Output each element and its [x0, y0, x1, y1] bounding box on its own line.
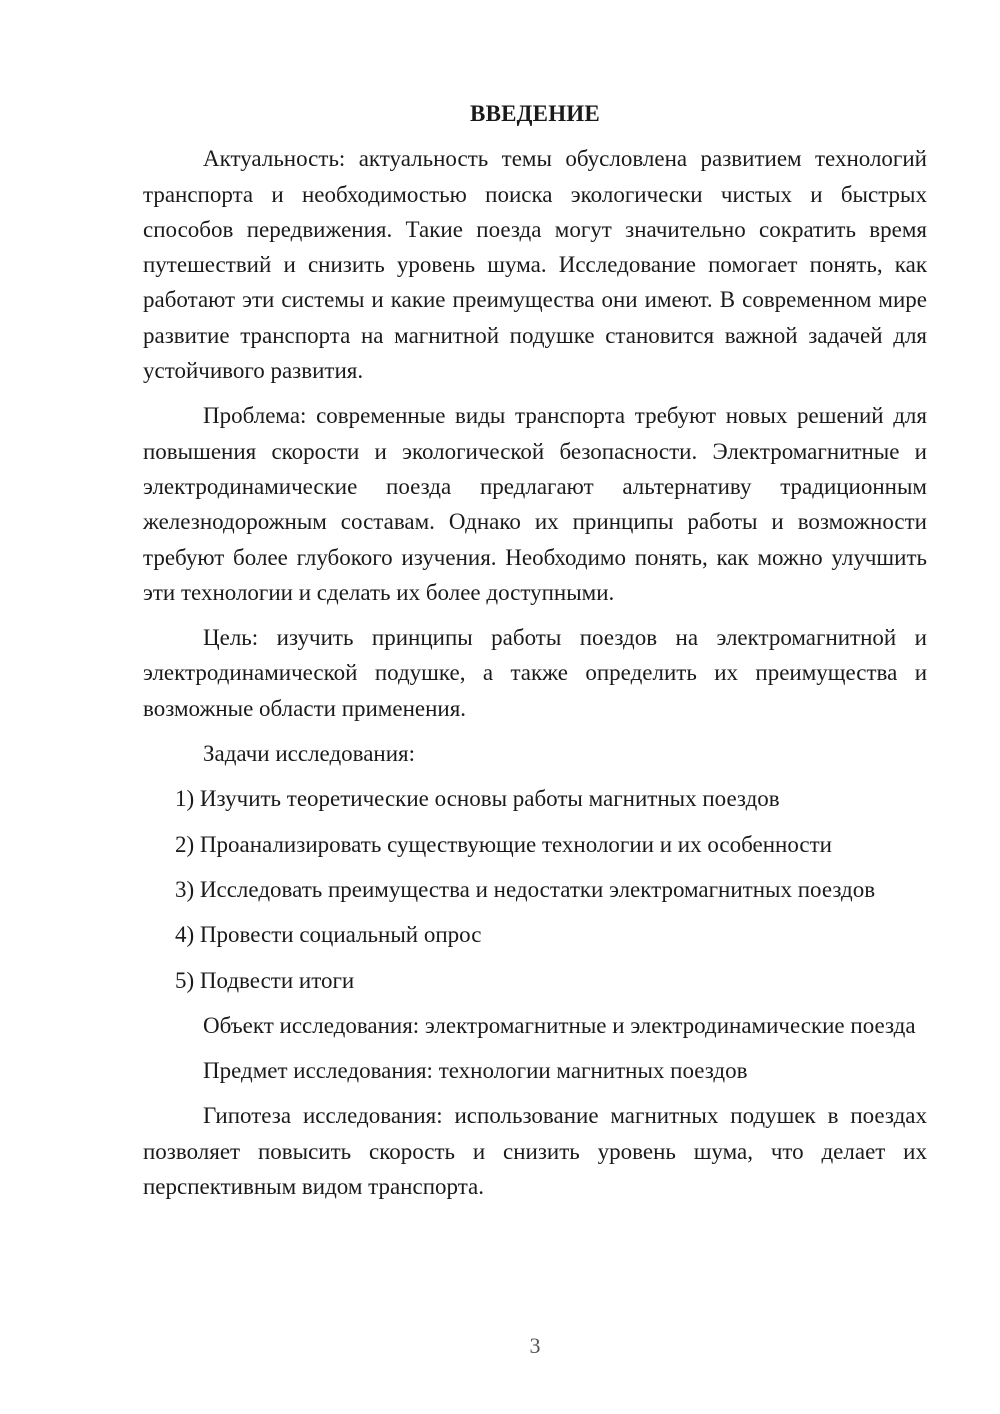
- task-item-1: 1) Изучить теоретические основы работы магнитных поездов: [175, 786, 780, 812]
- task-item-2: 2) Проанализировать существующие технологии и их особенности: [175, 831, 832, 857]
- object-paragraph: Объект исследования: электромагнитные и электродинамические поезда: [203, 1012, 916, 1038]
- tasks-heading: Задачи исследования:: [203, 741, 416, 767]
- task-item-5: 5) Подвести итоги: [175, 967, 355, 993]
- subject-paragraph: Предмет исследования: технологии магнитных поездов: [203, 1058, 748, 1084]
- relevance-paragraph: Актуальность: актуальность темы обусловлена развитием технологий транспорта и необходимостью поиска экологически чистых и быстрых способов передвижения. Такие поезда могут значительно сократить время путешествий и снизить уровень шума. Исследование помогает понять, как работают эти системы и какие преимущества они имеют. В современном мире развитие транспорта на магнитной подушке становится важной задачей для устойчивого развития.: [143, 146, 927, 384]
- task-item-3: 3) Исследовать преимущества и недостатки электромагнитных поездов: [175, 876, 876, 902]
- problem-paragraph: Проблема: современные виды транспорта требуют новых решений для повышения скорости и экологической безопасности. Электромагнитные и электродинамические поезда предлагают альтернативу традиционным железнодорожным составам. Однако их принципы работы и возможности требуют более глубокого изучения. Необходимо понять, как можно улучшить эти технологии и сделать их более доступными.: [143, 403, 927, 605]
- page-title: ВВЕДЕНИЕ: [470, 101, 600, 126]
- page-number: 3: [529, 1333, 541, 1358]
- goal-paragraph: Цель: изучить принципы работы поездов на электромагнитной и электродинамической подушке, а также определить их преимущества и возможные области применения.: [143, 625, 927, 721]
- hypothesis-paragraph: Гипотеза исследования: использование магнитных подушек в поездах позволяет повысить скорость и снизить уровень шума, что делает их перспективным видом транспорта.: [143, 1103, 927, 1200]
- document-body: [143, 96, 927, 1214]
- task-item-4: 4) Провести социальный опрос: [175, 922, 482, 948]
